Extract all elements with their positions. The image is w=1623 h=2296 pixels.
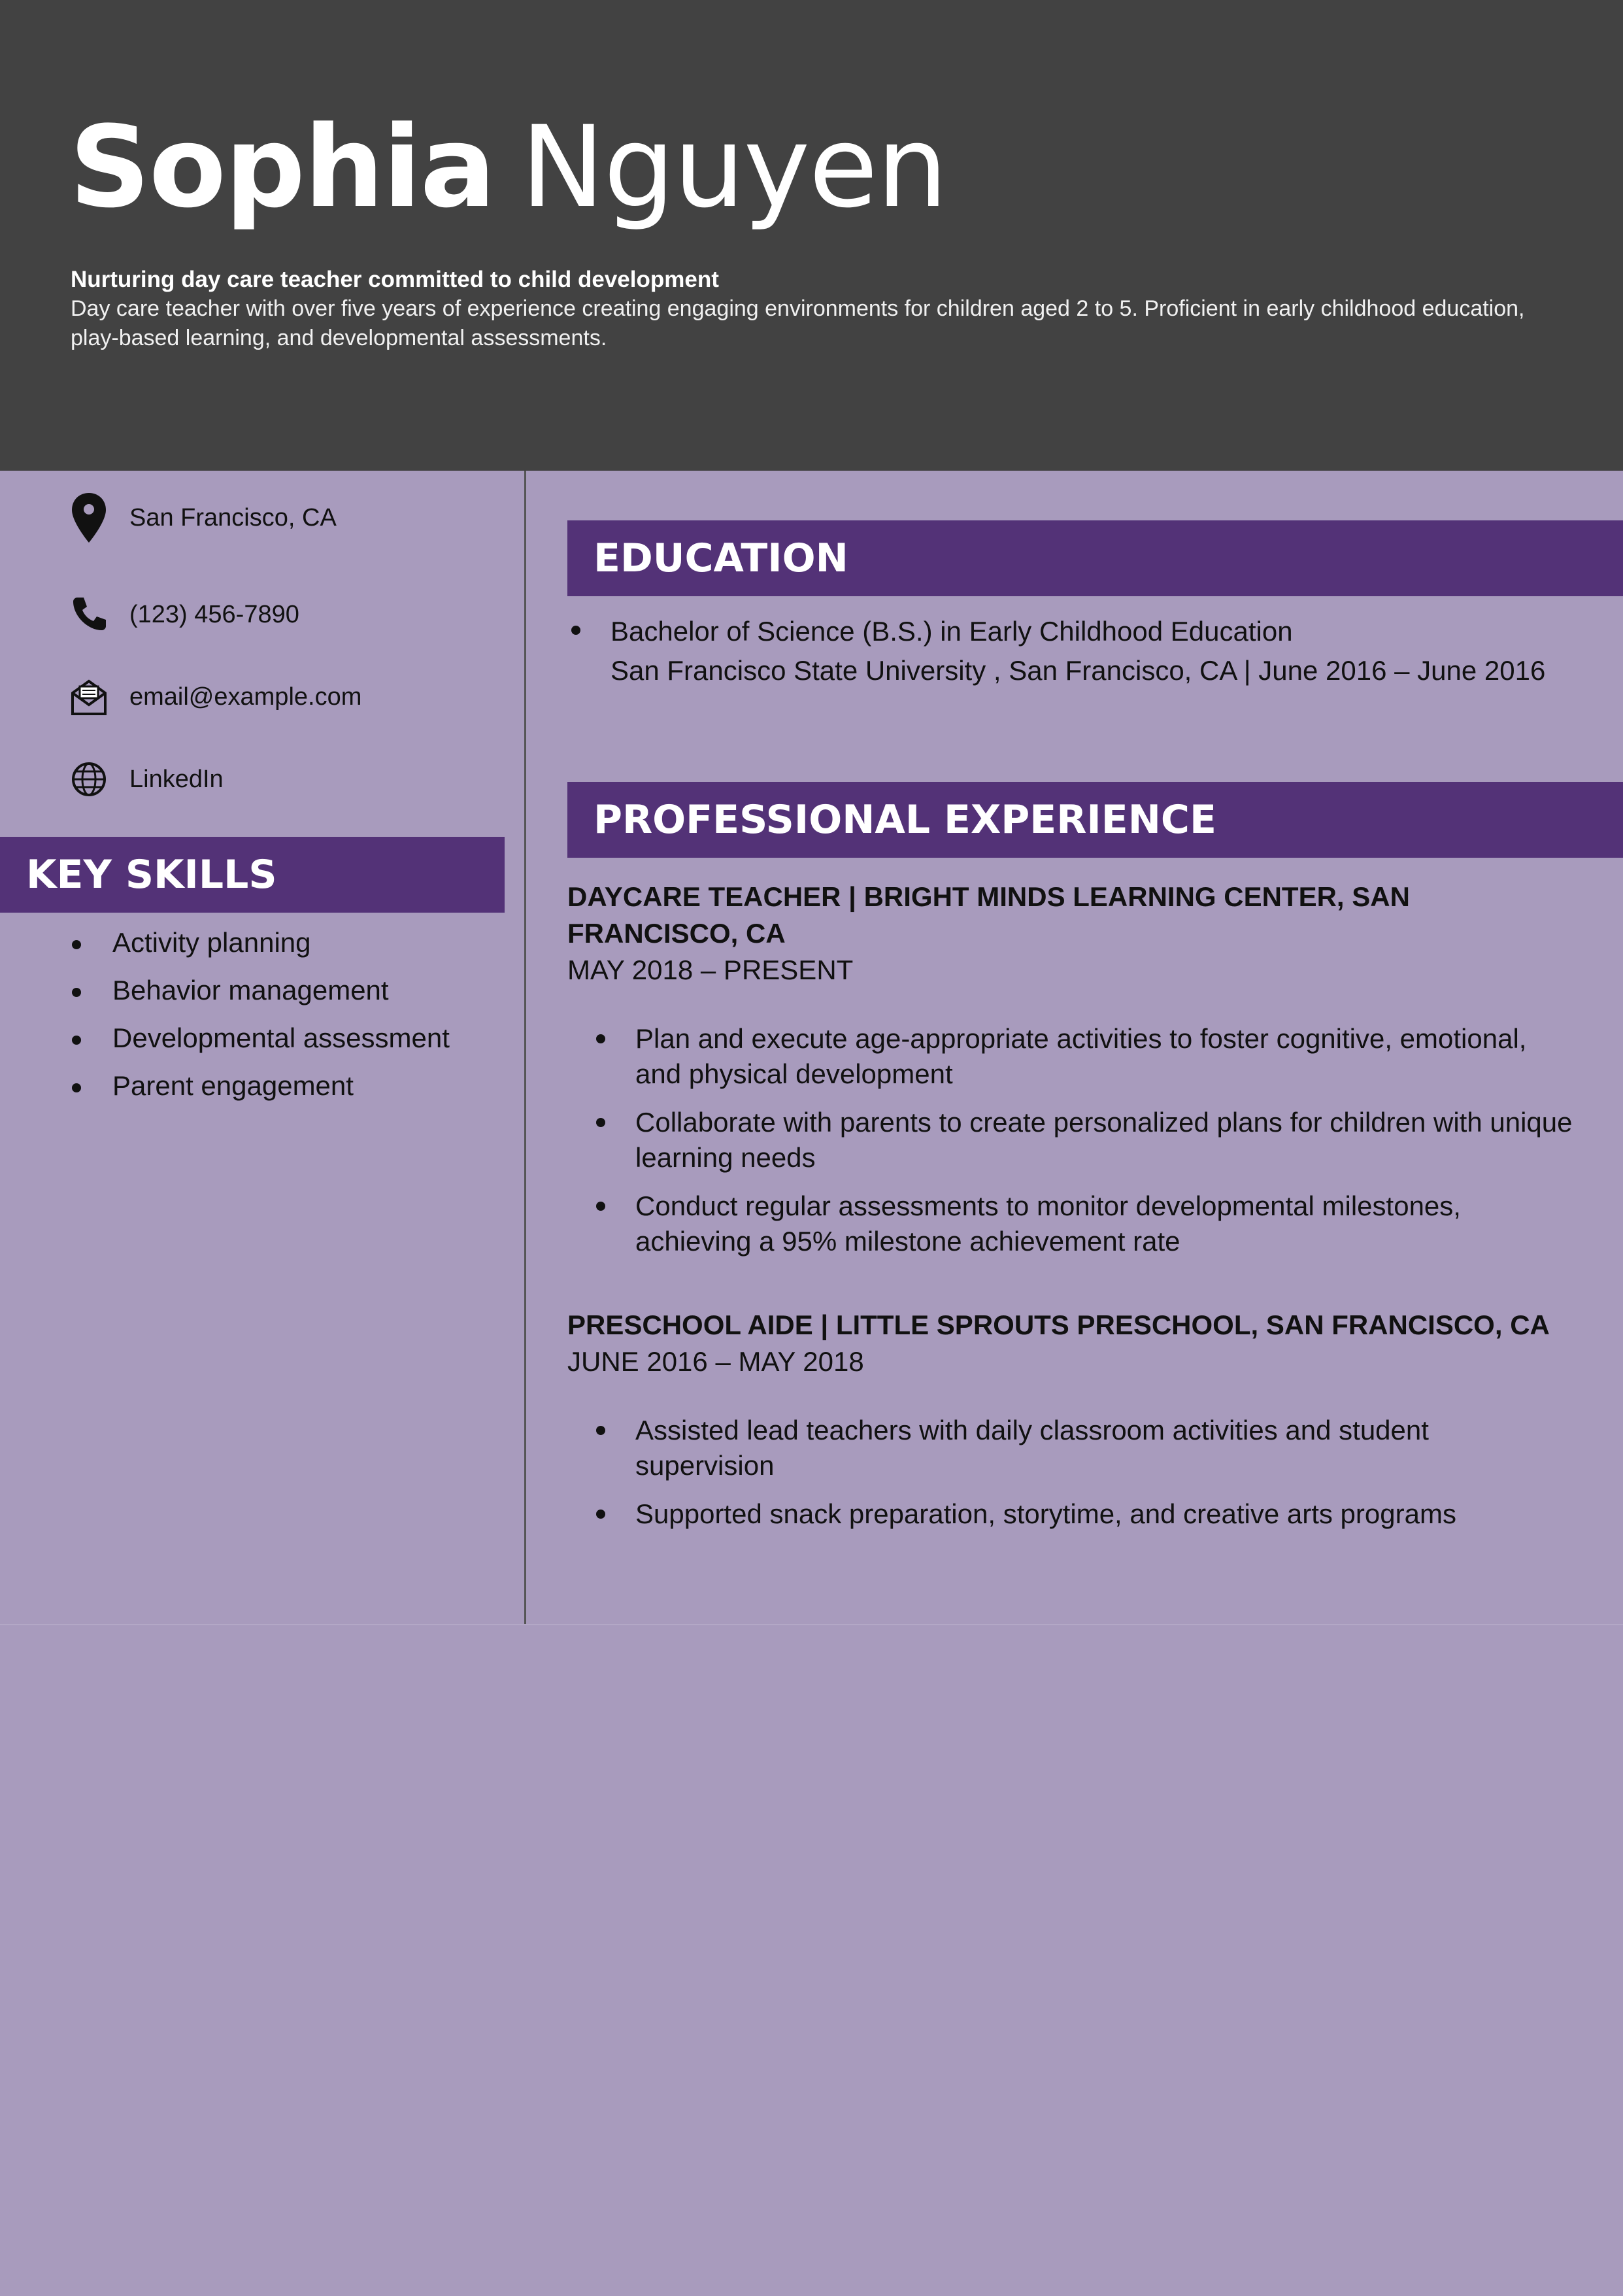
content-bottom-line	[0, 1624, 1623, 1625]
education-heading: EDUCATION	[567, 520, 1623, 596]
list-item: Plan and execute age-appropriate activities to foster cognitive, emotional, and physical development	[567, 1021, 1574, 1092]
job-title: PRESCHOOL AIDE | LITTLE SPROUTS PRESCHOOL, SAN FRANCISCO, CA	[567, 1309, 1550, 1340]
summary: Day care teacher with over five years of experience creating engaging environments for children aged 2 to 5. Proficient in early childhood education, play-based learning, and developmental assessments.	[71, 296, 1525, 350]
last-name: Nguyen	[520, 101, 947, 233]
education-entry	[566, 612, 1586, 690]
email-icon	[69, 677, 109, 717]
email-text[interactable]: email@example.com	[129, 683, 362, 711]
globe-icon	[69, 760, 109, 799]
map-pin-icon	[69, 498, 109, 537]
candidate-name	[69, 101, 947, 233]
contact-phone	[69, 595, 299, 634]
tagline: Nurturing day care teacher committed to child development	[71, 267, 719, 292]
experience-heading: PROFESSIONAL EXPERIENCE	[567, 782, 1623, 858]
contact-email	[69, 677, 361, 717]
list-item: Activity planning	[69, 927, 450, 975]
job-title: DAYCARE TEACHER | BRIGHT MINDS LEARNING CENTER, SAN FRANCISCO, CA	[567, 881, 1410, 949]
list-item: Assisted lead teachers with daily classroom activities and student supervision	[567, 1413, 1574, 1483]
column-divider	[524, 471, 526, 1625]
location-text: San Francisco, CA	[129, 503, 337, 532]
job-entry-1	[567, 879, 1574, 1259]
contact-location	[69, 498, 337, 537]
resume-header	[0, 0, 1623, 471]
list-item: Supported snack preparation, storytime, and creative arts programs	[567, 1496, 1574, 1532]
contact-linkedin	[69, 760, 224, 799]
school-details: San Francisco State University , San Francisco, CA | June 2016 – June 2016	[611, 655, 1546, 686]
job-bullets	[567, 1413, 1574, 1532]
skills-list	[69, 927, 450, 1118]
list-item: Developmental assessment	[69, 1022, 450, 1070]
phone-icon	[69, 595, 109, 634]
first-name: Sophia	[69, 101, 495, 233]
job-dates: JUNE 2016 – MAY 2018	[567, 1346, 864, 1377]
degree: Bachelor of Science (B.S.) in Early Childhood Education	[611, 616, 1293, 647]
job-bullets	[567, 1021, 1574, 1259]
list-item: Conduct regular assessments to monitor developmental milestones, achieving a 95% milestone achievement rate	[567, 1189, 1574, 1259]
key-skills-heading: KEY SKILLS	[0, 837, 505, 913]
phone-text[interactable]: (123) 456-7890	[129, 600, 299, 628]
list-item: Behavior management	[69, 975, 450, 1022]
job-dates: MAY 2018 – PRESENT	[567, 954, 854, 985]
job-entry-2	[567, 1307, 1574, 1532]
linkedin-text[interactable]: LinkedIn	[129, 765, 224, 793]
list-item: Collaborate with parents to create personalized plans for children with unique learning needs	[567, 1105, 1574, 1175]
list-item: Parent engagement	[69, 1070, 450, 1118]
